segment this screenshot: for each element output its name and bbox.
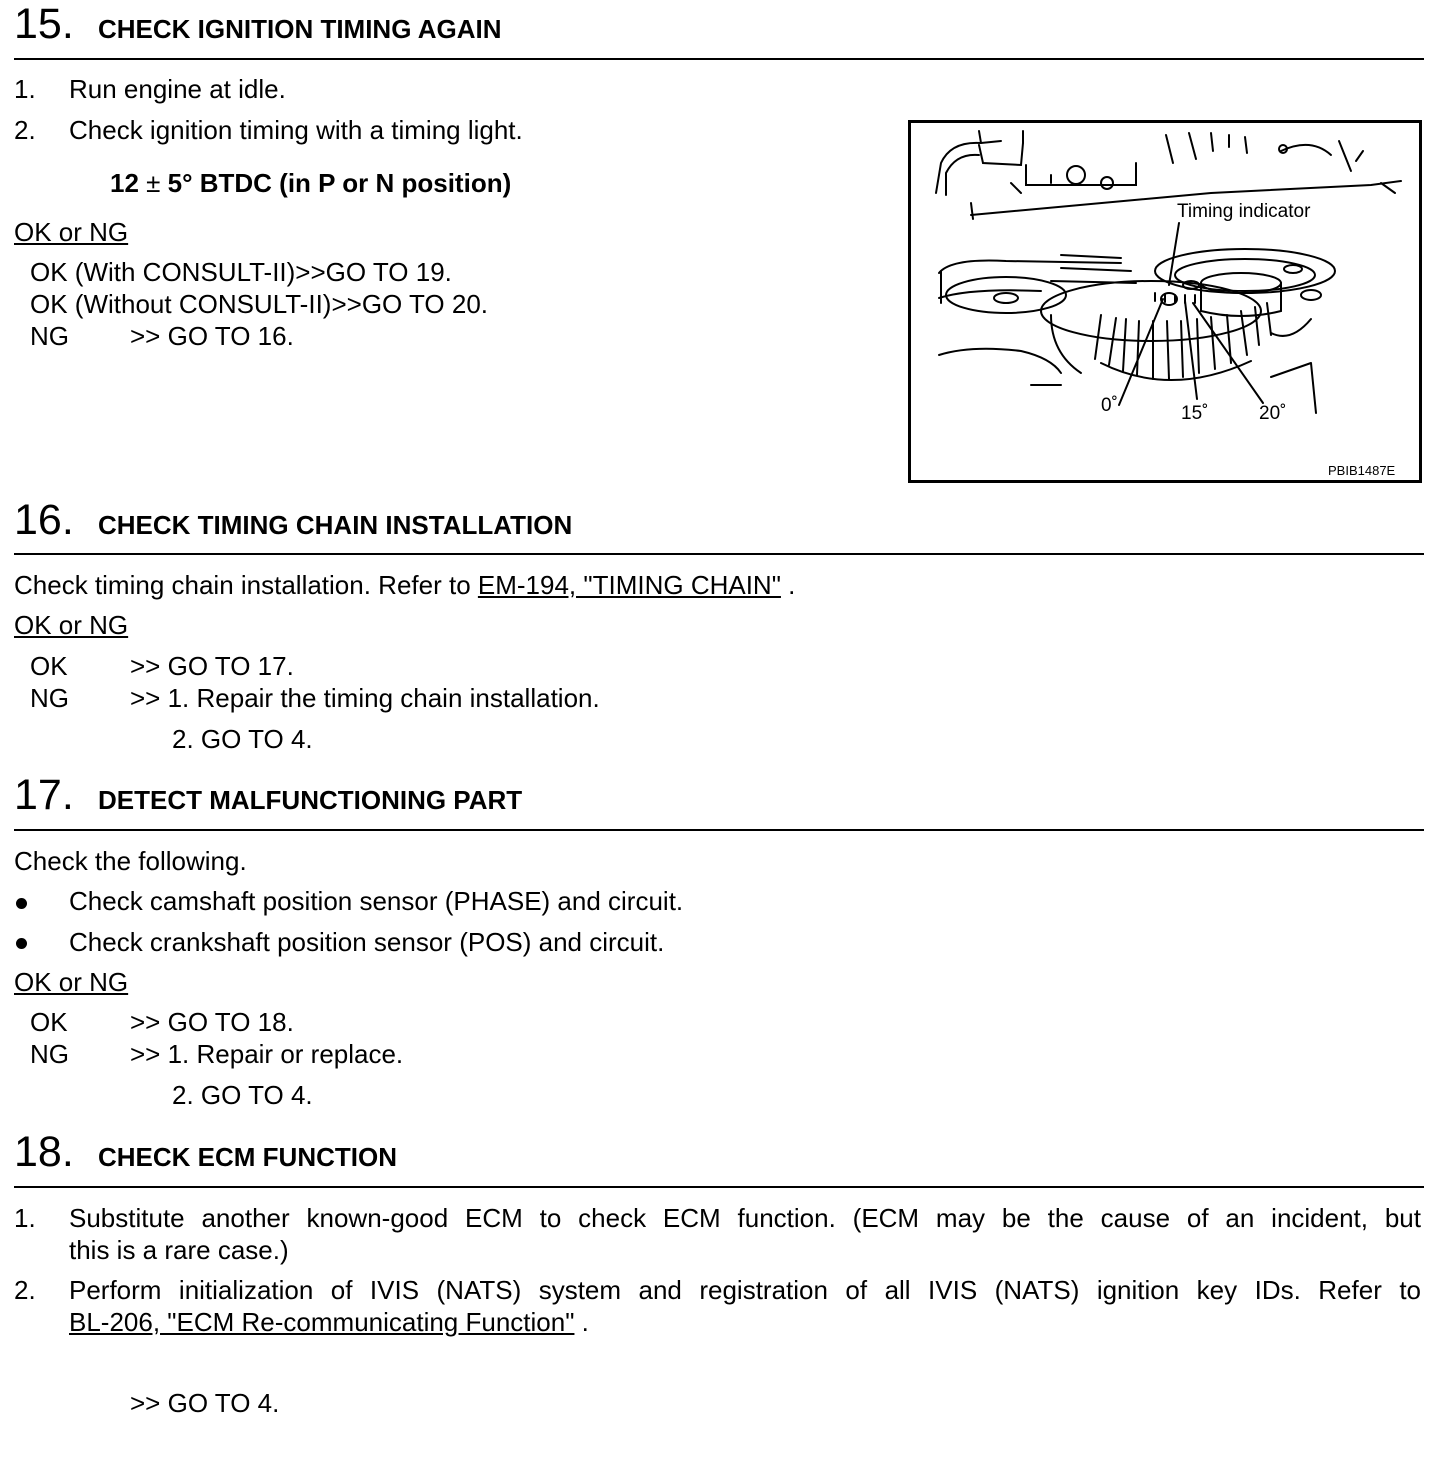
step-18-item-2-end: . <box>574 1307 589 1337</box>
figure-code: PBIB1487E <box>1328 463 1396 478</box>
step-16-ng-action-1: >> 1. Repair the timing chain installation. <box>130 683 600 713</box>
step-17-ok-or-ng: OK or NG <box>14 967 129 997</box>
step-17-ng-action-2: 2. GO TO 4. <box>172 1080 313 1110</box>
step-16-ok-action: >> GO TO 17. <box>130 651 294 681</box>
step-18-item-2-line-1: Perform initialization of IVIS (NATS) system and registration of all IVIS (NATS) ignition key IDs. Refer to <box>69 1275 1421 1305</box>
step-18-item-2-line-2 <box>69 1307 589 1337</box>
plus-minus-symbol: ± <box>146 168 161 198</box>
timing-spec-value: 12 <box>110 168 147 198</box>
fifteen-degree-label: 15˚ <box>1181 403 1209 424</box>
step-17-ok-action: >> GO TO 18. <box>130 1007 294 1037</box>
bullet-icon <box>16 938 27 949</box>
step-17-intro: Check the following. <box>14 846 247 876</box>
step-16-instruction-text: Check timing chain installation. Refer to <box>14 570 478 600</box>
step-15-item-2-text: Check ignition timing with a timing light. <box>69 115 523 145</box>
step-18-item-2-number: 2. <box>14 1275 36 1305</box>
step-16-ng-label: NG <box>30 683 69 713</box>
step-16-title: CHECK TIMING CHAIN INSTALLATION <box>98 510 573 540</box>
step-17-number: 17. <box>14 771 74 819</box>
step-15-item-1-number: 1. <box>14 74 36 104</box>
twenty-degree-label: 20˚ <box>1259 403 1287 424</box>
timing-illustration <box>908 120 1422 483</box>
step-18-final-action: >> GO TO 4. <box>130 1388 280 1418</box>
step-18-title: CHECK ECM FUNCTION <box>98 1142 397 1172</box>
step-15-result-ok-no-consult: OK (Without CONSULT-II)>>GO TO 20. <box>30 289 489 319</box>
step-16-ok-or-ng: OK or NG <box>14 610 129 640</box>
ecm-recommunicating-reference-link[interactable]: BL-206, "ECM Re-communicating Function" <box>69 1307 575 1337</box>
step-17-bullet-1: Check camshaft position sensor (PHASE) and circuit. <box>69 886 684 916</box>
timing-spec-suffix: 5° BTDC (in P or N position) <box>160 168 512 198</box>
bullet-icon <box>16 898 27 909</box>
timing-chain-reference-link[interactable]: EM-194, "TIMING CHAIN" <box>477 570 781 600</box>
zero-degree-label: 0˚ <box>1101 395 1118 416</box>
engine-timing-drawing <box>911 123 1419 480</box>
step-16-instruction <box>14 570 795 600</box>
step-15-item-2-number: 2. <box>14 115 36 145</box>
step-15-item-1-text: Run engine at idle. <box>69 74 286 104</box>
step-17-ng-label: NG <box>30 1039 69 1069</box>
step-16-instruction-end: . <box>780 570 796 600</box>
step-16-rule <box>14 553 1424 555</box>
step-15-title: CHECK IGNITION TIMING AGAIN <box>98 14 502 44</box>
step-18-item-1-number: 1. <box>14 1203 36 1233</box>
step-15-ok-or-ng: OK or NG <box>14 217 129 247</box>
step-15-number: 15. <box>14 0 74 48</box>
step-17-bullet-2: Check crankshaft position sensor (POS) and circuit. <box>69 927 665 957</box>
step-18-item-1-line-2: this is a rare case.) <box>69 1235 289 1265</box>
step-16-number: 16. <box>14 496 74 544</box>
step-15-ng-action: >> GO TO 16. <box>130 321 294 351</box>
step-15-result-ok-consult: OK (With CONSULT-II)>>GO TO 19. <box>30 257 452 287</box>
step-16-ng-action-2: 2. GO TO 4. <box>172 724 313 754</box>
step-18-item-1-line-1: Substitute another known-good ECM to check ECM function. (ECM may be the cause of an incident, but <box>69 1203 1421 1233</box>
step-18-number: 18. <box>14 1128 74 1176</box>
step-17-ok-label: OK <box>30 1007 68 1037</box>
step-15-rule <box>14 58 1424 60</box>
step-17-ng-action-1: >> 1. Repair or replace. <box>130 1039 404 1069</box>
timing-indicator-label: Timing indicator <box>1177 201 1311 222</box>
timing-spec <box>110 168 511 198</box>
step-17-title: DETECT MALFUNCTIONING PART <box>98 785 523 815</box>
step-17-rule <box>14 829 1424 831</box>
step-18-rule <box>14 1186 1424 1188</box>
step-15-ng-label: NG <box>30 321 69 351</box>
step-16-ok-label: OK <box>30 651 68 681</box>
